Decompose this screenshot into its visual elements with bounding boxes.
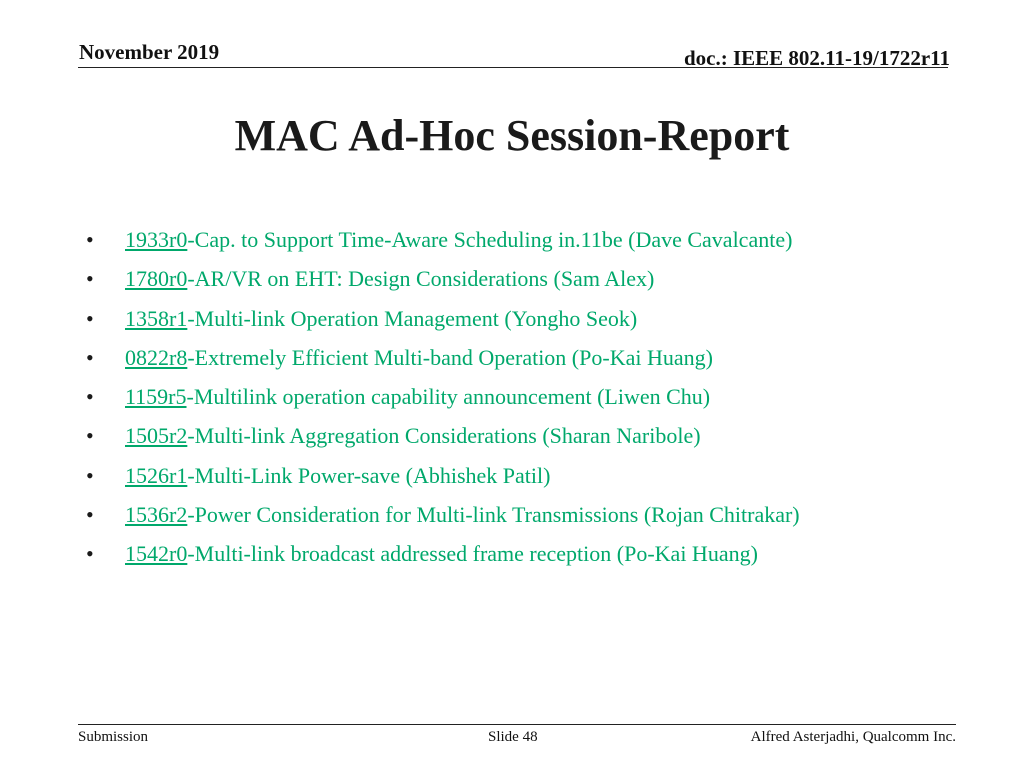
list-item (86, 306, 800, 345)
doc-link-1505r2[interactable]: 1505r2 (125, 423, 188, 449)
doc-description: -AR/VR on EHT: Design Considerations (Sam Alex) (187, 266, 655, 292)
bullet-icon: • (86, 462, 94, 488)
bullet-icon: • (86, 423, 94, 449)
doc-link-1780r0[interactable]: 1780r0 (125, 266, 188, 292)
bullet-icon: • (86, 541, 94, 567)
list-item (86, 266, 800, 305)
footer-slide-number: Slide 48 (488, 729, 538, 745)
doc-description: -Extremely Efficient Multi-band Operation (Po-Kai Huang) (187, 344, 713, 370)
doc-description: -Multi-link Aggregation Considerations (Sharan Naribole) (187, 423, 701, 449)
bullet-icon: • (86, 266, 94, 292)
doc-description: -Multi-Link Power-save (Abhishek Patil) (187, 462, 551, 488)
footer-divider (78, 724, 956, 725)
doc-description: -Multilink operation capability announcement (Liwen Chu) (186, 384, 711, 410)
bullet-icon: • (86, 227, 94, 252)
doc-link-1536r2[interactable]: 1536r2 (125, 502, 188, 528)
session-report-list (86, 227, 800, 581)
doc-description: -Power Consideration for Multi-link Transmissions (Rojan Chitrakar) (187, 502, 800, 528)
header-divider (78, 67, 948, 68)
doc-link-1933r0[interactable]: 1933r0 (125, 227, 188, 252)
doc-link-1358r1[interactable]: 1358r1 (125, 305, 188, 331)
list-item (86, 541, 800, 580)
bullet-icon: • (86, 384, 94, 410)
list-item (86, 463, 800, 502)
doc-link-1526r1[interactable]: 1526r1 (125, 462, 188, 488)
bullet-icon: • (86, 502, 94, 528)
list-item (86, 502, 800, 541)
bullet-icon: • (86, 305, 94, 331)
list-item (86, 423, 800, 462)
list-item (86, 227, 800, 266)
slide-title: MAC Ad-Hoc Session-Report (234, 111, 790, 160)
header-doc-id: doc.: IEEE 802.11-19/1722r11 (683, 46, 950, 70)
doc-description: -Cap. to Support Time-Aware Scheduling in.11be (Dave Cavalcante) (187, 227, 793, 252)
doc-link-1159r5[interactable]: 1159r5 (125, 384, 187, 410)
doc-description: -Multi-link broadcast addressed frame reception (Po-Kai Huang) (187, 541, 758, 567)
list-item (86, 384, 800, 423)
doc-link-1542r0[interactable]: 1542r0 (125, 541, 188, 567)
list-item (86, 345, 800, 384)
footer-author: Alfred Asterjadhi, Qualcomm Inc. (750, 729, 956, 745)
doc-link-0822r8[interactable]: 0822r8 (125, 344, 188, 370)
header-date: November 2019 (79, 40, 220, 64)
doc-description: -Multi-link Operation Management (Yongho Seok) (187, 305, 638, 331)
footer-submission: Submission (78, 729, 149, 745)
bullet-icon: • (86, 344, 94, 370)
